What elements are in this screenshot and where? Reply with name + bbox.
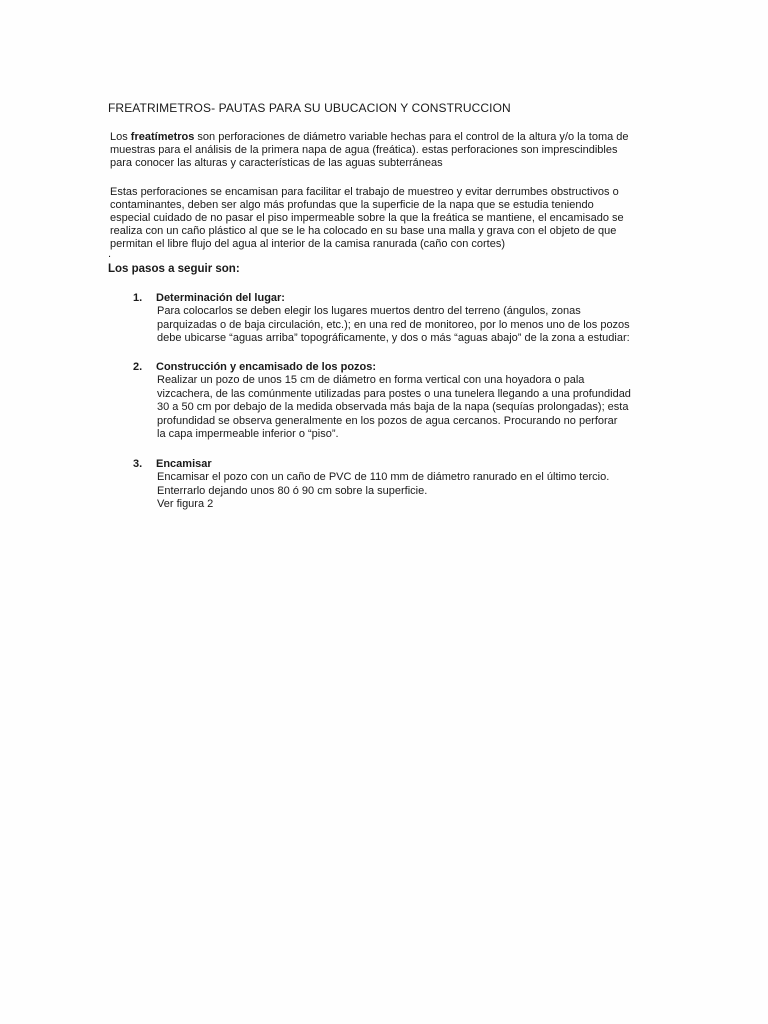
paragraph-line: permitan el libre flujo del agua al interior de la camisa ranurada (caño con cortes) — [110, 238, 505, 250]
intro-line-1-rest: son perforaciones de diámetro variable hechas para el control de la altura y/o la toma de — [194, 131, 629, 143]
step-line: Enterrarlo dejando unos 80 ó 90 cm sobre la superficie. — [157, 484, 428, 497]
step-number: 3. — [133, 458, 143, 470]
intro-line-2: muestras para el análisis de la primera napa de agua (freática). estas perforaciones son imprescindibles — [110, 144, 618, 156]
paragraph-line: realiza con un caño plástico al que se le ha colocado en su base una malla y grava con el objeto de que — [110, 225, 617, 237]
step-line: Encamisar el pozo con un caño de PVC de 110 mm de diámetro ranurado en el último tercio. — [157, 471, 610, 483]
step-body — [157, 305, 630, 346]
paragraph-line: contaminantes, deben ser algo más profundas que la superficie de la napa que se estudia teniendo — [110, 199, 594, 211]
steps-heading: Los pasos a seguir son: — [108, 263, 240, 275]
step-line: Ver figura 2 — [157, 498, 214, 510]
paragraph-line: Estas perforaciones se encamisan para facilitar el trabajo de muestreo y evitar derrumbes obstructivos o — [110, 186, 619, 198]
step-line: la capa impermeable inferior o “piso”. — [157, 428, 339, 440]
step-line: parquizadas o de baja circulación, etc.); en una red de monitoreo, por lo menos uno de los pozos — [157, 318, 630, 331]
step-line: debe ubicarse “aguas arriba” topográficamente, y dos o más “aguas abajo” de la zona a estudiar: — [157, 332, 630, 344]
document-title: FREATRIMETROS- PAUTAS PARA SU UBUCACION Y CONSTRUCCION — [108, 101, 511, 115]
step-number: 2. — [133, 361, 143, 373]
encamisado-paragraph — [110, 186, 670, 251]
step-heading: Determinación del lugar: — [156, 292, 285, 304]
stray-dot: . — [108, 248, 112, 260]
intro-lead: Los — [110, 131, 131, 143]
step-line: 30 a 50 cm por debajo de la medida observada más baja de la napa (sequías prolongadas); esta — [157, 401, 629, 413]
intro-line-3: para conocer las alturas y características de las aguas subterráneas — [110, 157, 443, 169]
intro-bold-term: freatímetros — [130, 131, 195, 143]
paragraph-line: especial cuidado de no pasar el piso impermeable sobre la que la freática se mantiene, el encamisado se — [110, 212, 624, 224]
step-heading: Construcción y encamisado de los pozos: — [156, 361, 377, 373]
step-line: Realizar un pozo de unos 15 cm de diámetro en forma vertical con una hoyadora o pala — [157, 374, 585, 386]
step-line: profundidad se observa generalmente en los pozos de agua cercanos. Procurando no perforar — [157, 414, 618, 427]
step-line: Para colocarlos se deben elegir los lugares muertos dentro del terreno (ángulos, zonas — [157, 305, 581, 317]
intro-paragraph — [110, 131, 670, 170]
step-line: vizcachera, de las comúnmente utilizadas para postes o una tunelera llegando a una profundidad — [157, 387, 631, 400]
intro-line-1 — [110, 131, 670, 144]
step-body — [157, 471, 609, 512]
step-number: 1. — [133, 292, 143, 304]
step-heading: Encamisar — [156, 458, 212, 470]
step-body — [157, 374, 631, 442]
